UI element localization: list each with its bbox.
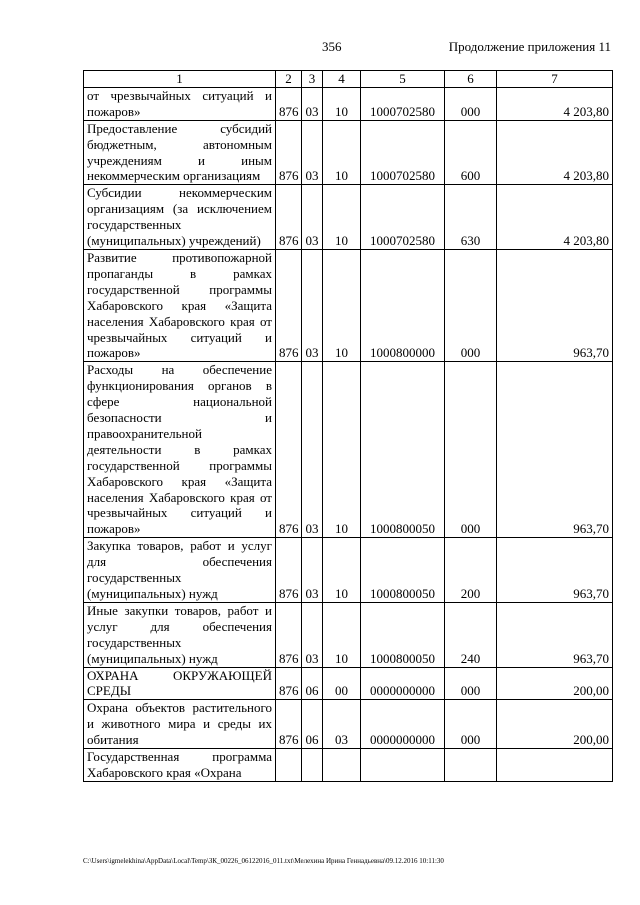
cell-subsection [323, 749, 361, 782]
cell-subsection: 00 [323, 667, 361, 700]
cell-section: 03 [302, 602, 323, 667]
table-row [84, 185, 613, 250]
row-name: от чрезвычайных ситуаций и пожаров» [84, 87, 276, 120]
page-number: 356 [322, 39, 342, 54]
table-row [84, 87, 613, 120]
cell-target: 1000702580 [361, 185, 445, 250]
cell-type: 200 [445, 538, 497, 603]
cell-amount: 963,70 [497, 602, 613, 667]
table-row [84, 667, 613, 700]
cell-amount: 200,00 [497, 700, 613, 749]
cell-code: 876 [276, 87, 302, 120]
cell-code: 876 [276, 700, 302, 749]
cell-subsection: 10 [323, 185, 361, 250]
cell-type: 000 [445, 362, 497, 538]
cell-type [445, 749, 497, 782]
cell-subsection: 10 [323, 249, 361, 361]
table-row [84, 538, 613, 603]
cell-target: 1000800050 [361, 538, 445, 603]
cell-subsection: 10 [323, 87, 361, 120]
cell-target: 0000000000 [361, 667, 445, 700]
cell-section: 03 [302, 87, 323, 120]
cell-subsection: 10 [323, 538, 361, 603]
cell-type: 000 [445, 700, 497, 749]
cell-code: 876 [276, 185, 302, 250]
cell-target: 0000000000 [361, 700, 445, 749]
table-row [84, 362, 613, 538]
row-name: Развитие противопожарной пропаганды в рамках государственной программы Хабаровского края «Защита населения Хабаровского края от чрезвычайных ситуаций и пожаров» [84, 249, 276, 361]
cell-amount: 200,00 [497, 667, 613, 700]
row-name: Закупка товаров, работ и услуг для обеспечения государственных (муниципальных) нужд [84, 538, 276, 603]
column-header: 4 [323, 71, 361, 88]
cell-amount: 963,70 [497, 362, 613, 538]
row-name: ОХРАНА ОКРУЖАЮЩЕЙ СРЕДЫ [84, 667, 276, 700]
cell-code: 876 [276, 362, 302, 538]
cell-type: 000 [445, 667, 497, 700]
column-header: 3 [302, 71, 323, 88]
column-header: 5 [361, 71, 445, 88]
cell-section: 03 [302, 249, 323, 361]
cell-code: 876 [276, 602, 302, 667]
cell-amount: 4 203,80 [497, 120, 613, 185]
cell-amount: 963,70 [497, 249, 613, 361]
row-name: Субсидии некоммерческим организациям (за исключением государственных (муниципальных) учреждений) [84, 185, 276, 250]
row-name: Иные закупки товаров, работ и услуг для обеспечения государственных (муниципальных) нужд [84, 602, 276, 667]
cell-type: 000 [445, 87, 497, 120]
table-row [84, 120, 613, 185]
table-row [84, 700, 613, 749]
row-name: Расходы на обеспечение функционирования органов в сфере национальной безопасности и правоохранительной деятельности в рамках государственной программы Хабаровского края «Защита населения Хабаровского края от чрезвычайных ситуаций и пожаров» [84, 362, 276, 538]
column-header: 7 [497, 71, 613, 88]
cell-section: 03 [302, 538, 323, 603]
cell-section: 06 [302, 667, 323, 700]
cell-code: 876 [276, 667, 302, 700]
cell-subsection: 10 [323, 602, 361, 667]
cell-type: 600 [445, 120, 497, 185]
row-name: Предоставление субсидий бюджетным, автономным учреждениям и иным некоммерческим организациям [84, 120, 276, 185]
cell-type: 240 [445, 602, 497, 667]
table-row [84, 749, 613, 782]
cell-target: 1000800000 [361, 249, 445, 361]
column-header: 1 [84, 71, 276, 88]
appendix-note: Продолжение приложения 11 [448, 39, 611, 54]
table-row [84, 602, 613, 667]
cell-type: 630 [445, 185, 497, 250]
cell-section: 03 [302, 120, 323, 185]
cell-subsection: 10 [323, 362, 361, 538]
table-row [84, 249, 613, 361]
cell-subsection: 10 [323, 120, 361, 185]
cell-section: 03 [302, 185, 323, 250]
cell-amount: 4 203,80 [497, 185, 613, 250]
column-header: 6 [445, 71, 497, 88]
row-name: Охрана объектов растительного и животного мира и среды их обитания [84, 700, 276, 749]
cell-code: 876 [276, 249, 302, 361]
cell-section: 03 [302, 362, 323, 538]
row-name: Государственная программа Хабаровского края «Охрана [84, 749, 276, 782]
budget-table [83, 70, 613, 782]
cell-code [276, 749, 302, 782]
cell-amount: 4 203,80 [497, 87, 613, 120]
cell-section [302, 749, 323, 782]
cell-target: 1000800050 [361, 362, 445, 538]
cell-target: 1000702580 [361, 120, 445, 185]
cell-code: 876 [276, 120, 302, 185]
cell-amount [497, 749, 613, 782]
cell-code: 876 [276, 538, 302, 603]
cell-type: 000 [445, 249, 497, 361]
cell-target [361, 749, 445, 782]
cell-target: 1000702580 [361, 87, 445, 120]
cell-subsection: 03 [323, 700, 361, 749]
cell-target: 1000800050 [361, 602, 445, 667]
column-header: 2 [276, 71, 302, 88]
cell-amount: 963,70 [497, 538, 613, 603]
cell-section: 06 [302, 700, 323, 749]
file-path-footer: C:\Users\igmelekhina\AppData\Local\Temp\ЗК_00226_06122016_011.txt\Мелехина Ирина Геннадьевна\09.12.2016 10:11:30 [83, 857, 444, 865]
column-number-row [84, 71, 613, 88]
